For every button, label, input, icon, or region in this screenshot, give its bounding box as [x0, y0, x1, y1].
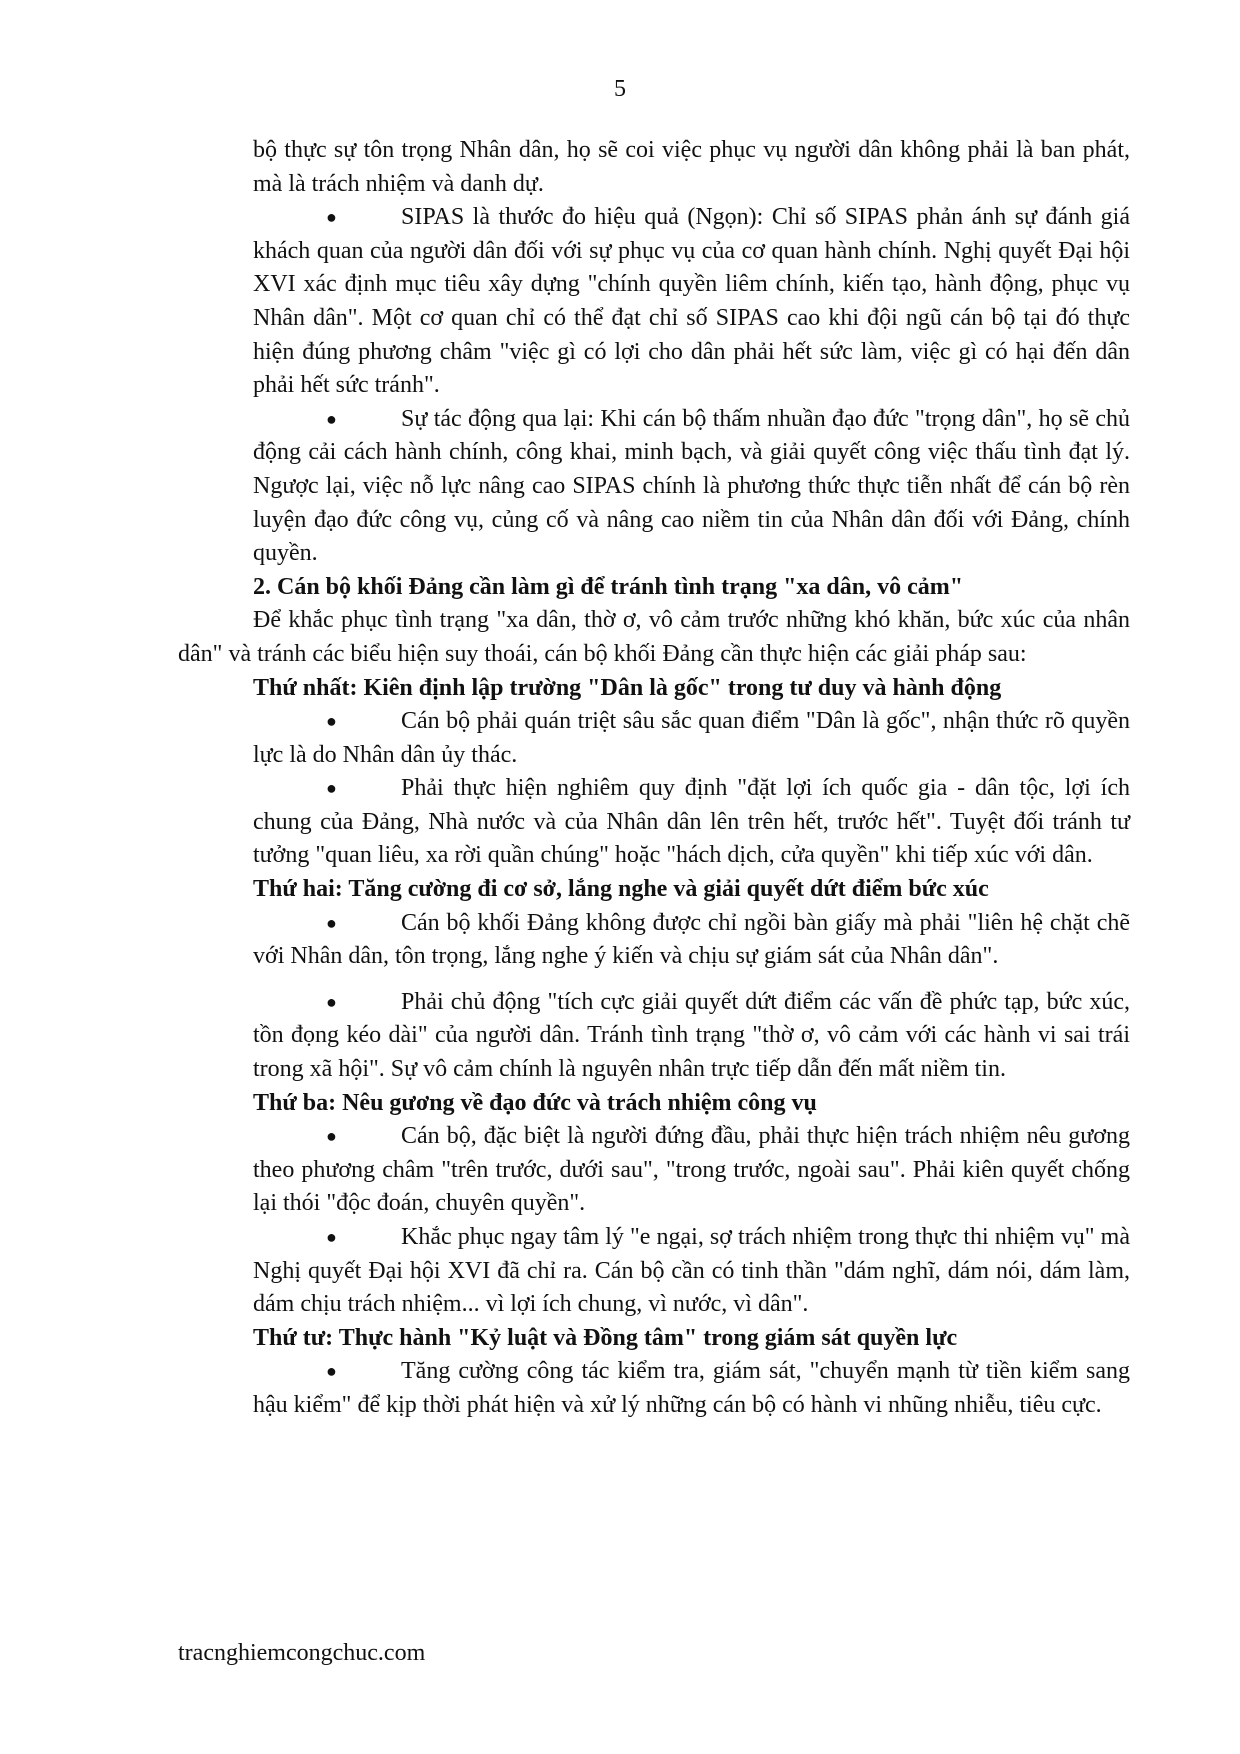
page-number: 5 [614, 76, 626, 102]
section-heading: 2. Cán bộ khối Đảng cần làm gì để tránh tình trạng "xa dân, vô cảm" [253, 573, 964, 600]
list-item-text: Cán bộ phải quán triệt sâu sắc quan điểm "Dân là gốc", nhận thức rõ quyền lực là do Nhân dân ủy thác. [253, 708, 1130, 768]
bullet-icon: ● [326, 207, 337, 228]
list-item-text: Phải thực hiện nghiêm quy định "đặt lợi ích quốc gia - dân tộc, lợi ích chung của Đảng, Nhà nước và của Nhân dân lên trên hết, trước hết". Tuyệt đối tránh tư tưởng "quan liêu, xa rời quần chúng" hoặc "hách dịch, cửa quyền" khi tiếp xúc với dân. [253, 775, 1130, 869]
list-item [178, 1120, 1130, 1221]
list-item-text: Khắc phục ngay tâm lý "e ngại, sợ trách nhiệm trong thực thi nhiệm vụ" mà Nghị quyết Đại hội XVI đã chỉ ra. Cán bộ cần có tinh thần "dám nghĩ, dám nói, dám làm, dám chịu trách nhiệm... vì lợi ích chung, vì nước, vì dân". [253, 1224, 1130, 1318]
list-item [178, 907, 1130, 974]
bullet-icon: ● [326, 991, 337, 1012]
bullet-icon: ● [326, 408, 337, 429]
subsection-heading: Thứ hai: Tăng cường đi cơ sở, lắng nghe và giải quyết dứt điểm bức xúc [253, 876, 989, 903]
bullet-icon: ● [326, 1361, 337, 1382]
list-item-text: Cán bộ khối Đảng không được chỉ ngồi bàn giấy mà phải "liên hệ chặt chẽ với Nhân dân, tôn trọng, lắng nghe ý kiến và chịu sự giám sát của Nhân dân". [253, 909, 1130, 970]
list-item-text: Tăng cường công tác kiểm tra, giám sát, "chuyển mạnh từ tiền kiểm sang hậu kiểm" để kịp thời phát hiện và xử lý những cán bộ có hành vi nhũng nhiễu, tiêu cực. [253, 1358, 1130, 1418]
list-item [178, 1221, 1130, 1322]
bullet-icon: ● [326, 1126, 337, 1147]
bullet-icon: ● [326, 1227, 337, 1247]
footer-website: tracnghiemcongchuc.com [178, 1640, 426, 1666]
list-item [178, 705, 1130, 772]
intro-continuation: bộ thực sự tôn trọng Nhân dân, họ sẽ coi việc phục vụ người dân không phải là ban phát, mà là trách nhiệm và danh dự. [253, 137, 1130, 197]
bullet-icon: ● [326, 912, 337, 933]
subsection-heading: Thứ tư: Thực hành "Kỷ luật và Đồng tâm" trong giám sát quyền lực [253, 1324, 958, 1351]
document-body [178, 134, 1130, 1423]
list-item [178, 1355, 1130, 1422]
list-item-text: Sự tác động qua lại: Khi cán bộ thấm nhuần đạo đức "trọng dân", họ sẽ chủ động cải cách hành chính, công khai, minh bạch, và giải quyết công việc thấu tình đạt lý. Ngược lại, việc nỗ lực nâng cao SIPAS chính là phương thức thực tiễn nhất để cán bộ rèn luyện đạo đức công vụ, củng cố và nâng cao niềm tin của Nhân dân đối với Đảng, chính quyền. [253, 405, 1130, 567]
list-item [178, 772, 1130, 873]
list-item-text: Cán bộ, đặc biệt là người đứng đầu, phải thực hiện trách nhiệm nêu gương theo phương châm "trên trước, dưới sau", "trong trước, ngoài sau". Phải kiên quyết chống lại thói "độc đoán, chuyên quyền". [253, 1123, 1130, 1217]
list-item [178, 201, 1130, 403]
list-item [178, 986, 1130, 1087]
subsection-heading: Thứ nhất: Kiên định lập trường "Dân là gốc" trong tư duy và hành động [253, 674, 1002, 701]
bullet-icon: ● [326, 711, 337, 732]
list-item-text: SIPAS là thước đo hiệu quả (Ngọn): Chỉ số SIPAS phản ánh sự đánh giá khách quan của người dân đối với sự phục vụ của cơ quan hành chính. Nghị quyết Đại hội XVI xác định mục tiêu xây dựng "chính quyền liêm chính, kiến tạo, hành động, phục vụ Nhân dân". Một cơ quan chỉ có thể đạt chỉ số SIPAS cao khi đội ngũ cán bộ tại đó thực hiện đúng phương châm "việc gì có lợi cho dân phải hết sức làm, việc gì có hại đến dân phải hết sức tránh". [253, 204, 1130, 399]
subsection-heading: Thứ ba: Nêu gương về đạo đức và trách nhiệm công vụ [253, 1089, 817, 1116]
list-item [178, 403, 1130, 571]
section-intro: Để khắc phục tình trạng "xa dân, thờ ơ, vô cảm trước những khó khăn, bức xúc của nhân dân" và tránh các biểu hiện suy thoái, cán bộ khối Đảng cần thực hiện các giải pháp sau: [178, 607, 1130, 667]
bullet-icon: ● [326, 778, 337, 799]
list-item-text: Phải chủ động "tích cực giải quyết dứt điểm các vấn đề phức tạp, bức xúc, tồn đọng kéo dài" của người dân. Tránh tình trạng "thờ ơ, vô cảm với các hành vi sai trái trong xã hội". Sự vô cảm chính là nguyên nhân trực tiếp dẫn đến mất niềm tin. [253, 988, 1130, 1083]
